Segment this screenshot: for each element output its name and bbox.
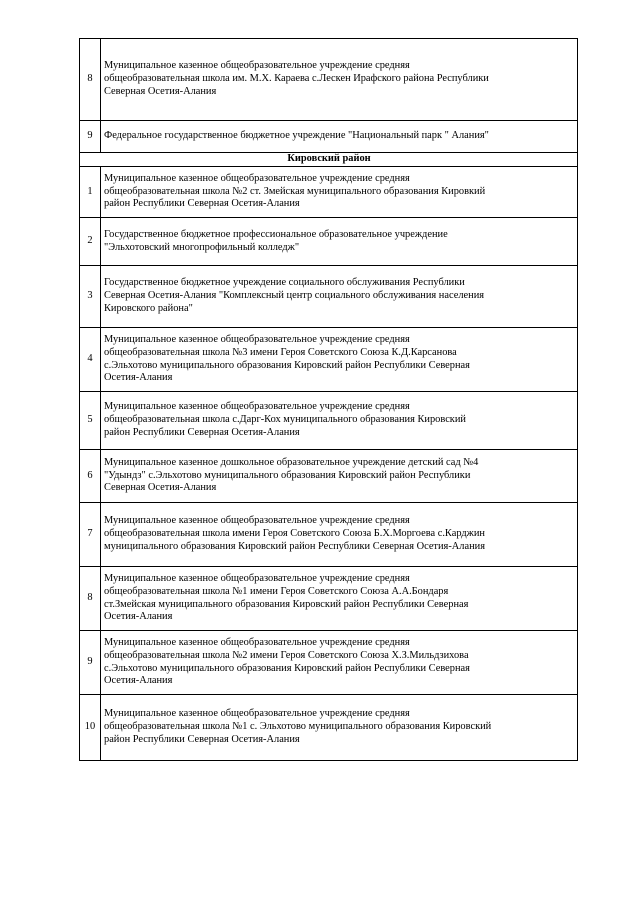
row-number: 7 xyxy=(80,503,101,567)
row-number: 10 xyxy=(80,695,101,761)
institution-name-line: Федеральное государственное бюджетное учреждение "Национальный парк " Алания" xyxy=(104,130,489,142)
table-row xyxy=(80,328,578,392)
section-title: Кировский район xyxy=(80,153,578,167)
institution-name-line: общеобразовательная школа с.Дарг-Кох муниципального образования Кировский xyxy=(104,414,466,426)
row-number: 1 xyxy=(80,167,101,218)
institution-name xyxy=(101,631,578,695)
institution-name-line: общеобразовательная школа №1 имени Героя Советского Союза А.А.Бондаря xyxy=(104,585,449,597)
institution-name xyxy=(101,121,578,153)
institution-name-line: общеобразовательная школа №2 имени Героя Советского Союза Х.З.Мильдзихова xyxy=(104,649,469,661)
institution-name-line: Муниципальное казенное общеобразовательное учреждение средняя xyxy=(104,572,410,584)
institution-name-line: район Республики Северная Осетия-Алания xyxy=(104,426,300,438)
row-number: 5 xyxy=(80,392,101,450)
institutions-table xyxy=(79,38,578,761)
row-number: 4 xyxy=(80,328,101,392)
institution-name xyxy=(101,392,578,450)
row-number: 2 xyxy=(80,218,101,266)
institution-name-line: Осетия-Алания xyxy=(104,675,173,687)
institution-name-line: Осетия-Алания xyxy=(104,372,173,384)
row-number: 9 xyxy=(80,631,101,695)
row-number: 9 xyxy=(80,121,101,153)
institution-name-line: Муниципальное казенное общеобразовательное учреждение средняя xyxy=(104,401,410,413)
institution-name xyxy=(101,328,578,392)
institution-name-line: общеобразовательная школа №3 имени Героя Советского Союза К.Д.Карсанова xyxy=(104,346,457,358)
table-row xyxy=(80,266,578,328)
institution-name-line: Муниципальное казенное общеобразовательное учреждение средняя xyxy=(104,708,410,720)
table-row xyxy=(80,167,578,218)
institution-name xyxy=(101,218,578,266)
institution-name-line: Муниципальное казенное дошкольное образовательное учреждение детский сад №4 xyxy=(104,456,479,468)
institution-name-line: с.Эльхотово муниципального образования Кировский район Республики Северная xyxy=(104,359,470,371)
institution-name-line: Государственное бюджетное учреждение социального обслуживания Республики xyxy=(104,277,465,289)
institution-name-line: Осетия-Алания xyxy=(104,611,173,623)
institution-name-line: муниципального образования Кировский район Республики Северная Осетия-Алания xyxy=(104,540,485,552)
institution-name-line: Муниципальное казенное общеобразовательное учреждение средняя xyxy=(104,333,410,345)
institution-name-line: район Республики Северная Осетия-Алания xyxy=(104,733,300,745)
row-number: 8 xyxy=(80,39,101,121)
institution-name xyxy=(101,567,578,631)
institution-name-line: Государственное бюджетное профессиональное образовательное учреждение xyxy=(104,228,448,240)
institution-name xyxy=(101,266,578,328)
table-row xyxy=(80,121,578,153)
institution-name xyxy=(101,695,578,761)
table-row xyxy=(80,695,578,761)
institution-name-line: ст.Змейская муниципального образования Кировский район Республики Северная xyxy=(104,598,469,610)
row-number: 8 xyxy=(80,567,101,631)
institution-name xyxy=(101,167,578,218)
institution-name-line: Муниципальное казенное общеобразовательное учреждение средняя xyxy=(104,636,410,648)
institution-name xyxy=(101,503,578,567)
table-row xyxy=(80,567,578,631)
institution-name-line: общеобразовательная школа имени Героя Советского Союза Б.Х.Моргоева с.Карджин xyxy=(104,528,485,540)
table-row xyxy=(80,503,578,567)
institution-name-line: с.Эльхотово муниципального образования Кировский район Республики Северная xyxy=(104,662,470,674)
institution-name-line: Кировского района" xyxy=(104,302,193,314)
table-row xyxy=(80,218,578,266)
institution-name-line: общеобразовательная школа №1 с. Эльхотово муниципального образования Кировский xyxy=(104,721,492,733)
institution-name-line: Северная Осетия-Алания "Комплексный центр социального обслуживания населения xyxy=(104,290,485,302)
institution-name-line: район Республики Северная Осетия-Алания xyxy=(104,198,300,210)
row-number: 6 xyxy=(80,450,101,503)
table-row xyxy=(80,392,578,450)
institution-name-line: Северная Осетия-Алания xyxy=(104,482,217,494)
table-row xyxy=(80,631,578,695)
table-row xyxy=(80,450,578,503)
institution-name-line: общеобразовательная школа №2 ст. Змейская муниципального образования Кировкий xyxy=(104,185,486,197)
institution-name-line: "Удындз" с.Эльхотово муниципального образования Кировский район Республики xyxy=(104,469,471,481)
institution-name-line: Северная Осетия-Алания xyxy=(104,85,217,97)
institution-name-line: Муниципальное казенное общеобразовательное учреждение средняя xyxy=(104,172,410,184)
institution-name-line: "Эльхотовский многопрофильный колледж" xyxy=(104,241,300,253)
institution-name xyxy=(101,450,578,503)
institution-name-line: общеобразовательная школа им. М.Х. Караева с.Лескен Ирафского района Республики xyxy=(104,73,489,85)
table-row xyxy=(80,39,578,121)
row-number: 3 xyxy=(80,266,101,328)
institution-name xyxy=(101,39,578,121)
institution-name-line: Муниципальное казенное общеобразовательное учреждение средняя xyxy=(104,515,410,527)
institution-name-line: Муниципальное казенное общеобразовательное учреждение средняя xyxy=(104,60,410,72)
section-header-row xyxy=(80,153,578,167)
